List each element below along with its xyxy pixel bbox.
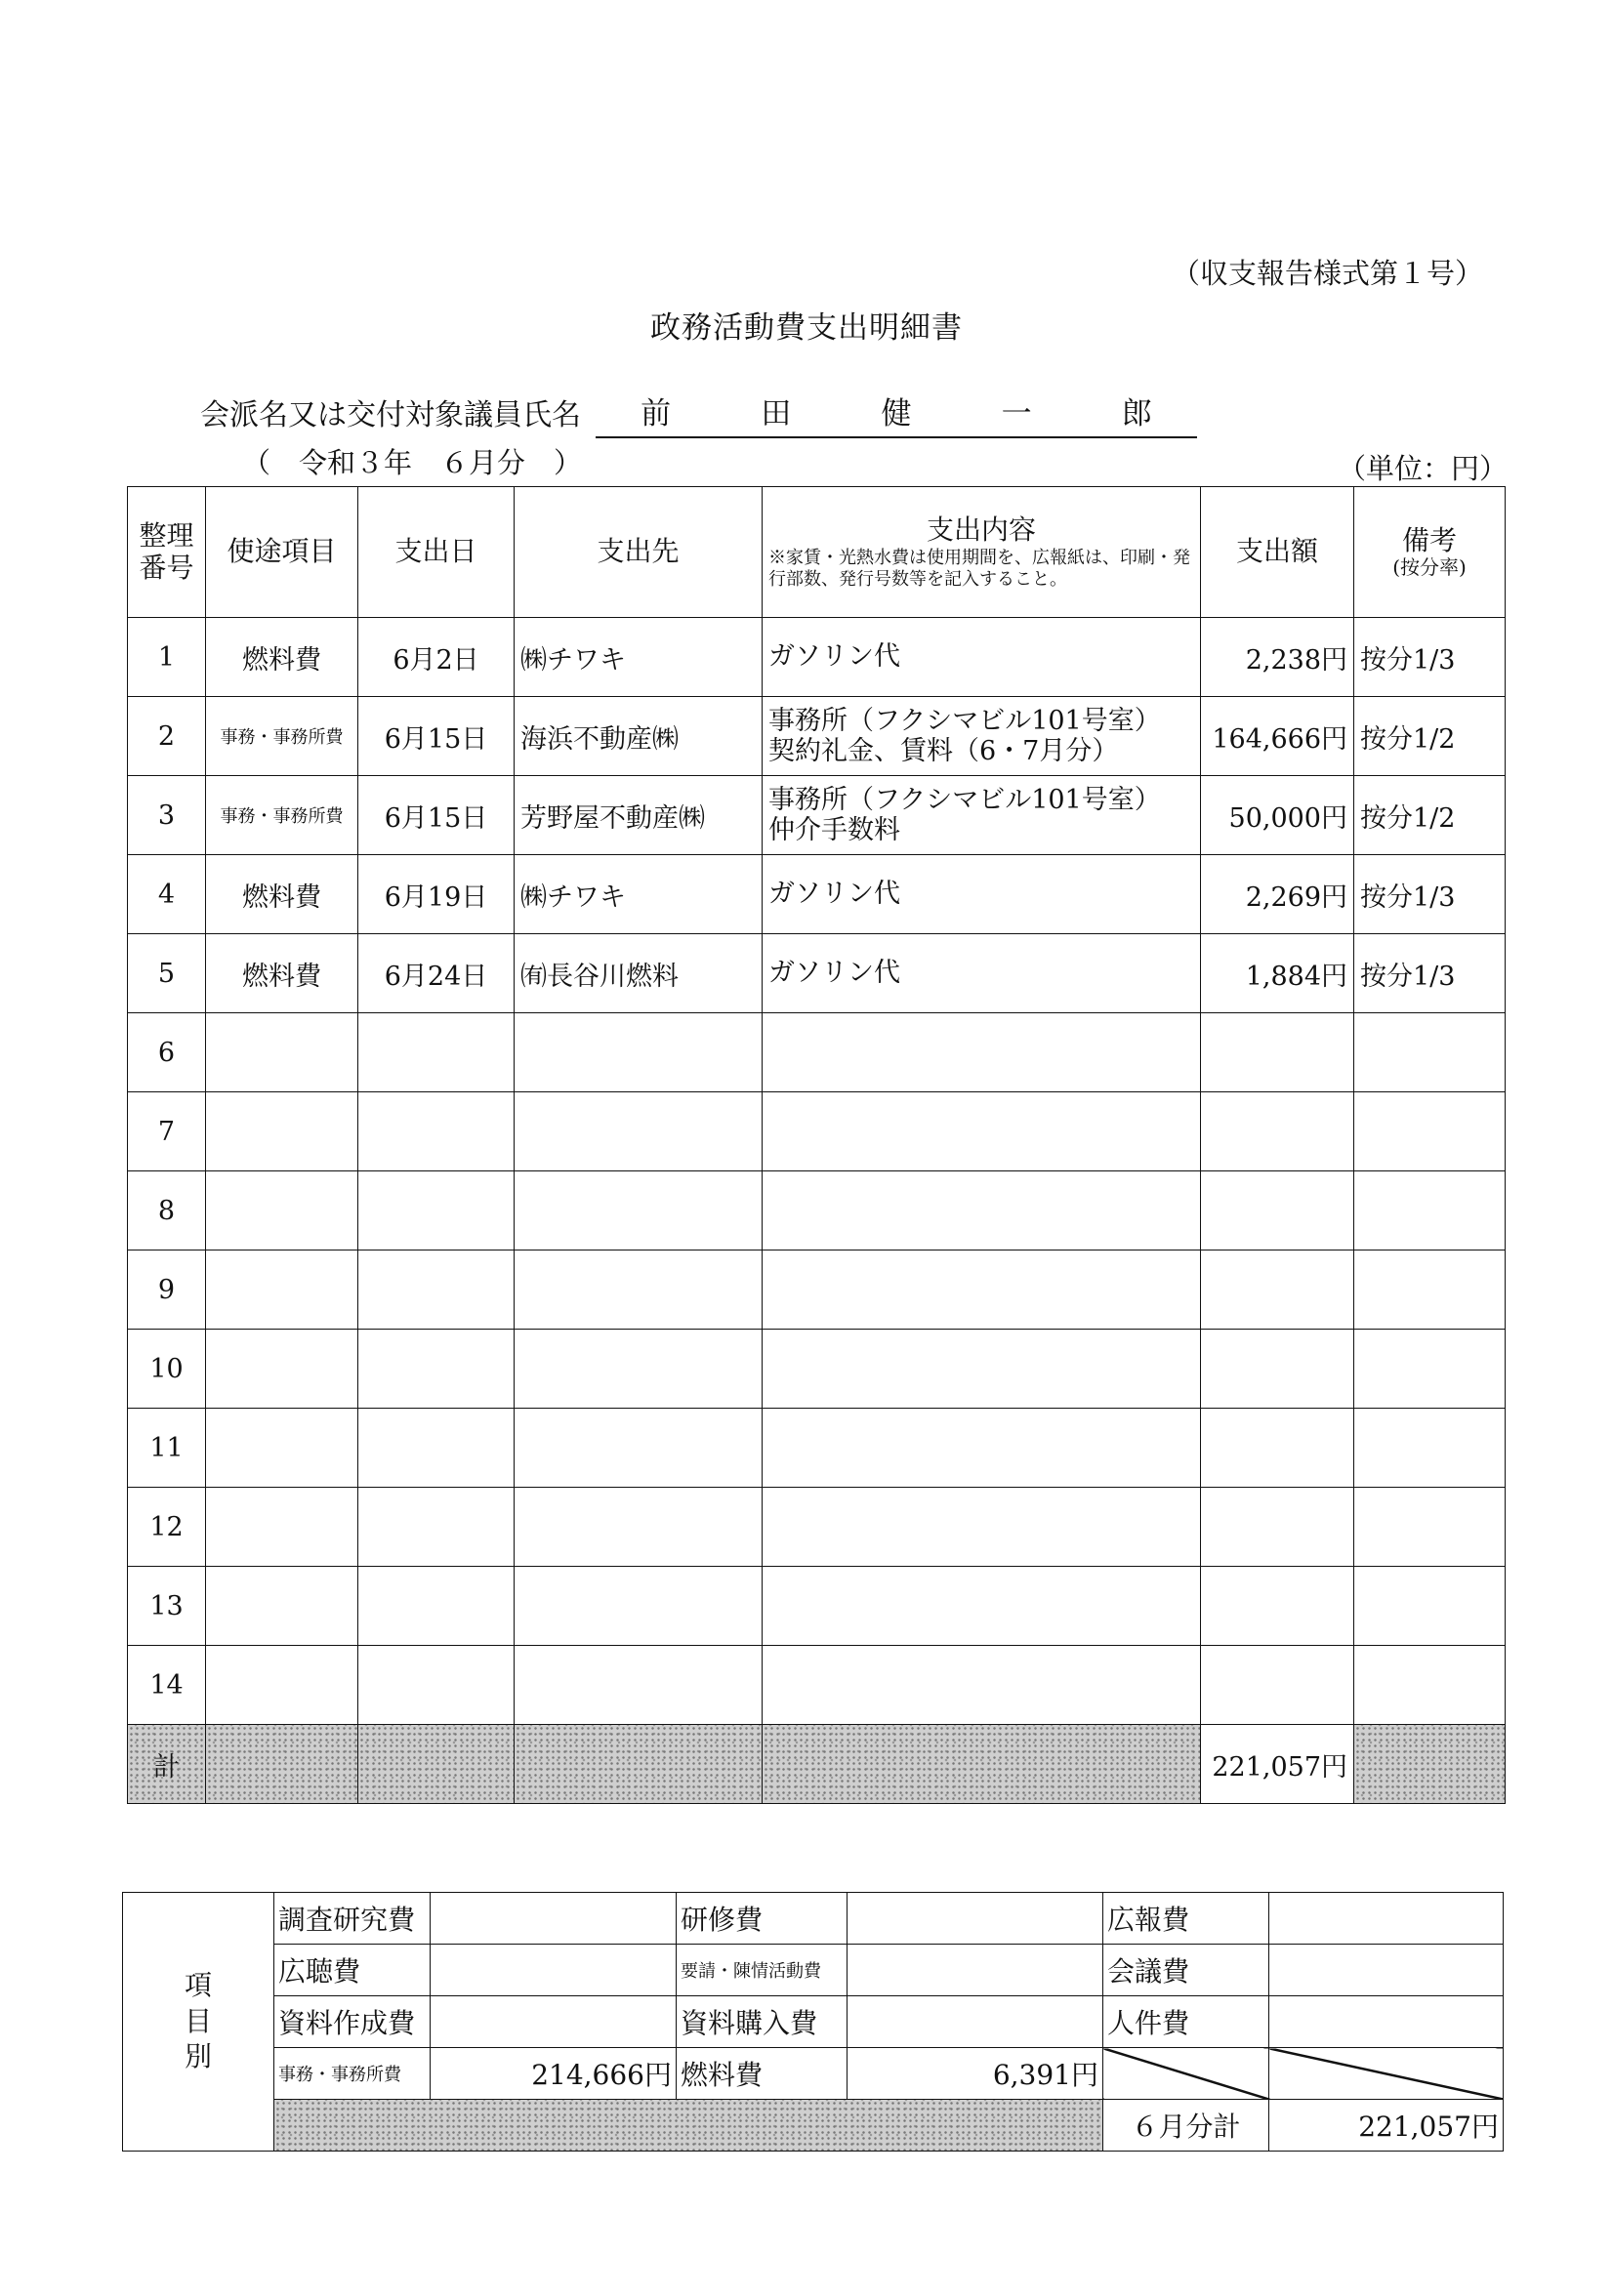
header-content-label: 支出内容 <box>926 512 1036 546</box>
row-number: 10 <box>128 1330 206 1409</box>
row-date: 6月24日 <box>358 934 515 1013</box>
table-row <box>128 697 1506 776</box>
row-amount <box>1201 1330 1354 1409</box>
crossed-cell <box>1269 2048 1504 2100</box>
document-title: 政務活動費支出明細書 <box>650 310 963 346</box>
category-value <box>848 1893 1103 1945</box>
row-category: 燃料費 <box>206 855 358 934</box>
category-value <box>431 1996 677 2048</box>
row-amount <box>1201 1488 1354 1567</box>
row-number: 9 <box>128 1250 206 1330</box>
category-value: 214,666円 <box>431 2048 677 2100</box>
category-label: 研修費 <box>677 1893 848 1945</box>
row-content <box>763 1567 1201 1646</box>
shaded-cell <box>206 1725 358 1804</box>
row-date <box>358 1330 515 1409</box>
category-label: 資料作成費 <box>274 1996 431 2048</box>
period: （ 令和３年 ６月分 ） <box>242 446 583 479</box>
row-payee: 芳野屋不動産㈱ <box>515 776 763 855</box>
category-label: 要請・陳情活動費 <box>677 1945 848 1996</box>
row-date <box>358 1409 515 1488</box>
name-char: 前 <box>641 396 672 431</box>
row-number: 8 <box>128 1171 206 1250</box>
row-remarks <box>1354 1567 1506 1646</box>
category-value <box>1269 1996 1504 2048</box>
shaded-cell <box>763 1725 1201 1804</box>
row-category: 事務・事務所費 <box>206 697 358 776</box>
row-amount: 1,884円 <box>1201 934 1354 1013</box>
category-value <box>848 1945 1103 1996</box>
table-row <box>128 1488 1506 1567</box>
row-remarks <box>1354 1488 1506 1567</box>
row-date: 6月19日 <box>358 855 515 934</box>
category-label: 会議費 <box>1103 1945 1269 1996</box>
category-label: 広聴費 <box>274 1945 431 1996</box>
header-category: 使途項目 <box>206 487 358 618</box>
category-value <box>848 1996 1103 2048</box>
category-row <box>123 1893 1504 1945</box>
row-payee <box>515 1013 763 1092</box>
table-row <box>128 1013 1506 1092</box>
table-row <box>128 1646 1506 1725</box>
month-total-value: 221,057円 <box>1269 2100 1504 2152</box>
row-content <box>763 1013 1201 1092</box>
row-category <box>206 1646 358 1725</box>
row-content <box>763 1171 1201 1250</box>
category-label: 事務・事務所費 <box>274 2048 431 2100</box>
table-row <box>128 1092 1506 1171</box>
shaded-cell <box>358 1725 515 1804</box>
name-char: 郎 <box>1121 396 1152 431</box>
row-payee: ㈱チワキ <box>515 855 763 934</box>
table-row <box>128 934 1506 1013</box>
row-date <box>358 1488 515 1567</box>
table-row <box>128 855 1506 934</box>
row-payee <box>515 1646 763 1725</box>
row-date <box>358 1567 515 1646</box>
row-content <box>763 1409 1201 1488</box>
row-category <box>206 1013 358 1092</box>
header-content <box>763 487 1201 618</box>
shaded-cell <box>274 2100 1103 2152</box>
row-number: 6 <box>128 1013 206 1092</box>
row-number: 4 <box>128 855 206 934</box>
row-amount: 2,238円 <box>1201 618 1354 697</box>
row-date <box>358 1250 515 1330</box>
row-payee <box>515 1092 763 1171</box>
row-payee: 海浜不動産㈱ <box>515 697 763 776</box>
category-value <box>431 1893 677 1945</box>
category-label: 人件費 <box>1103 1996 1269 2048</box>
category-value <box>431 1945 677 1996</box>
crossed-cell <box>1103 2048 1269 2100</box>
form-number: （収支報告様式第１号） <box>1172 257 1484 290</box>
total-amount: 221,057円 <box>1201 1725 1354 1804</box>
category-row <box>123 1996 1504 2048</box>
shaded-cell <box>1354 1725 1506 1804</box>
row-amount <box>1201 1250 1354 1330</box>
category-value <box>1269 1893 1504 1945</box>
row-content: ガソリン代 <box>763 934 1201 1013</box>
row-amount <box>1201 1409 1354 1488</box>
row-category <box>206 1092 358 1171</box>
row-number: 14 <box>128 1646 206 1725</box>
name-char: 田 <box>761 396 792 431</box>
row-date: 6月2日 <box>358 618 515 697</box>
member-name <box>596 389 1197 438</box>
row-amount <box>1201 1567 1354 1646</box>
table-row <box>128 1330 1506 1409</box>
row-number: 13 <box>128 1567 206 1646</box>
category-label: 燃料費 <box>677 2048 848 2100</box>
row-number: 1 <box>128 618 206 697</box>
row-amount <box>1201 1013 1354 1092</box>
unit-label: （単位：円） <box>1338 452 1509 485</box>
row-number: 7 <box>128 1092 206 1171</box>
row-number: 3 <box>128 776 206 855</box>
total-label: 計 <box>128 1725 206 1804</box>
shaded-cell <box>515 1725 763 1804</box>
row-payee <box>515 1409 763 1488</box>
category-total-row <box>123 2100 1504 2152</box>
table-row <box>128 1171 1506 1250</box>
row-category <box>206 1409 358 1488</box>
row-content <box>763 1250 1201 1330</box>
header-number: 整理 番号 <box>128 487 206 618</box>
table-header-row <box>128 487 1506 618</box>
row-number: 5 <box>128 934 206 1013</box>
row-category: 燃料費 <box>206 934 358 1013</box>
row-remarks <box>1354 1092 1506 1171</box>
row-payee <box>515 1567 763 1646</box>
row-date: 6月15日 <box>358 697 515 776</box>
row-remarks: 按分1/3 <box>1354 855 1506 934</box>
row-remarks: 按分1/3 <box>1354 934 1506 1013</box>
row-amount: 2,269円 <box>1201 855 1354 934</box>
row-remarks <box>1354 1330 1506 1409</box>
row-amount <box>1201 1646 1354 1725</box>
row-remarks <box>1354 1250 1506 1330</box>
header-payee: 支出先 <box>515 487 763 618</box>
row-date: 6月15日 <box>358 776 515 855</box>
header-date: 支出日 <box>358 487 515 618</box>
row-date <box>358 1171 515 1250</box>
table-row <box>128 776 1506 855</box>
category-value <box>1269 1945 1504 1996</box>
row-payee <box>515 1171 763 1250</box>
row-content <box>763 1646 1201 1725</box>
category-label: 資料購入費 <box>677 1996 848 2048</box>
row-payee <box>515 1488 763 1567</box>
row-payee: ㈱チワキ <box>515 618 763 697</box>
header-remarks-label: 備考 <box>1401 523 1457 556</box>
table-row <box>128 1250 1506 1330</box>
row-number: 11 <box>128 1409 206 1488</box>
row-payee <box>515 1330 763 1409</box>
row-content: 事務所（フクシマビル101号室） 仲介手数料 <box>763 776 1201 855</box>
row-amount: 50,000円 <box>1201 776 1354 855</box>
row-amount: 164,666円 <box>1201 697 1354 776</box>
table-row <box>128 1409 1506 1488</box>
header-remarks <box>1354 487 1506 618</box>
header-content-note: ※家賃・光熱水費は使用期間を、広報紙は、印刷・発行部数、発行号数等を記入すること。 <box>768 548 1190 590</box>
category-label: 調査研究費 <box>274 1893 431 1945</box>
month-total-label: ６月分計 <box>1103 2100 1269 2152</box>
table-row <box>128 1567 1506 1646</box>
category-summary-table <box>122 1892 1504 2152</box>
row-category <box>206 1171 358 1250</box>
row-content: ガソリン代 <box>763 855 1201 934</box>
total-row <box>128 1725 1506 1804</box>
row-number: 12 <box>128 1488 206 1567</box>
category-row <box>123 2048 1504 2100</box>
row-payee <box>515 1250 763 1330</box>
expense-table <box>127 486 1506 1804</box>
row-category: 燃料費 <box>206 618 358 697</box>
row-amount <box>1201 1092 1354 1171</box>
row-category <box>206 1567 358 1646</box>
row-date <box>358 1092 515 1171</box>
header-amount: 支出額 <box>1201 487 1354 618</box>
row-remarks <box>1354 1013 1506 1092</box>
row-amount <box>1201 1171 1354 1250</box>
category-row <box>123 1945 1504 1996</box>
row-category <box>206 1250 358 1330</box>
row-content <box>763 1488 1201 1567</box>
category-label: 広報費 <box>1103 1893 1269 1945</box>
row-remarks <box>1354 1171 1506 1250</box>
row-payee: ㈲長谷川燃料 <box>515 934 763 1013</box>
row-remarks <box>1354 1409 1506 1488</box>
row-content: 事務所（フクシマビル101号室） 契約礼金、賃料（6・7月分） <box>763 697 1201 776</box>
row-date <box>358 1013 515 1092</box>
category-value: 6,391円 <box>848 2048 1103 2100</box>
row-content: ガソリン代 <box>763 618 1201 697</box>
row-content <box>763 1330 1201 1409</box>
row-category <box>206 1330 358 1409</box>
row-category: 事務・事務所費 <box>206 776 358 855</box>
row-category <box>206 1488 358 1567</box>
row-date <box>358 1646 515 1725</box>
row-remarks: 按分1/2 <box>1354 697 1506 776</box>
header-remarks-sub: (按分率) <box>1392 555 1467 580</box>
row-content <box>763 1092 1201 1171</box>
name-char: 一 <box>1001 396 1032 431</box>
name-char: 健 <box>881 396 912 431</box>
name-label: 会派名又は交付対象議員氏名 <box>200 398 581 432</box>
row-number: 2 <box>128 697 206 776</box>
row-remarks: 按分1/3 <box>1354 618 1506 697</box>
row-remarks <box>1354 1646 1506 1725</box>
table-row <box>128 618 1506 697</box>
category-heading: 項 目 別 <box>123 1893 274 2152</box>
row-remarks: 按分1/2 <box>1354 776 1506 855</box>
